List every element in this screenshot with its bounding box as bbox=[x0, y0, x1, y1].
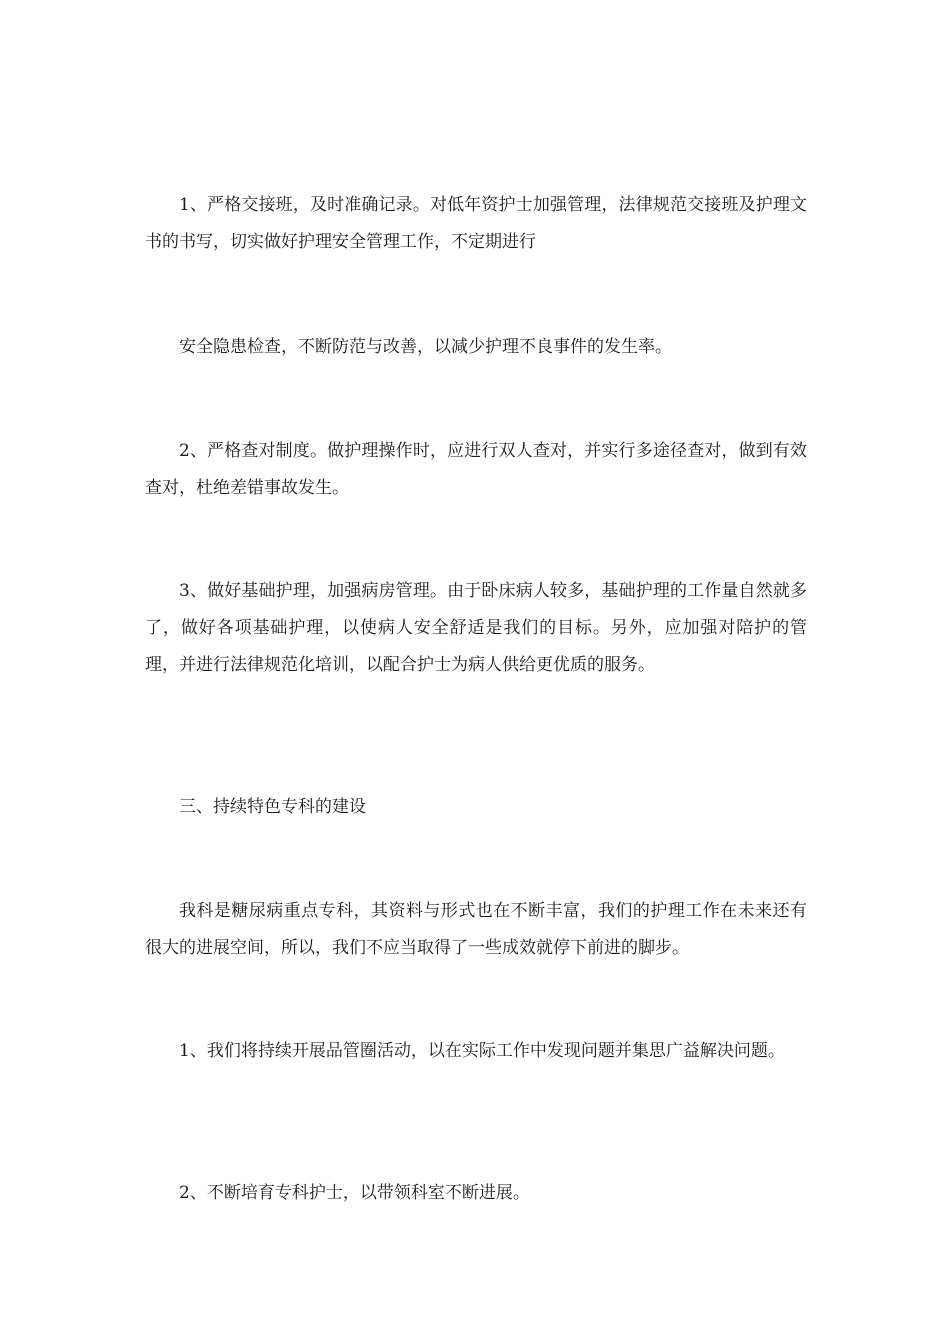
paragraph-handover: 1、严格交接班，及时准确记录。对低年资护士加强管理，法律规范交接班及护理文书的书写，切实做好护理安全管理工作，不定期进行 bbox=[145, 195, 807, 252]
paragraph-diabetes-specialty: 我科是糖尿病重点专科，其资料与形式也在不断丰富，我们的护理工作在未来还有很大的进展空间，所以，我们不应当取得了一些成效就停下前进的脚步。 bbox=[145, 901, 807, 958]
paragraph-verification: 2、严格查对制度。做护理操作时，应进行双人查对，并实行多途径查对，做到有效查对，杜绝差错事故发生。 bbox=[145, 441, 807, 498]
paragraph-basic-care: 3、做好基础护理，加强病房管理。由于卧床病人较多，基础护理的工作量自然就多了，做好各项基础护理，以使病人安全舒适是我们的目标。另外，应加强对陪护的管理，并进行法律规范化培训，以配合护士为病人供给更优质的服务。 bbox=[145, 581, 807, 675]
paragraph-safety-check: 安全隐患检查，不断防范与改善，以减少护理不良事件的发生率。 bbox=[179, 337, 672, 357]
paragraph-quality-circle: 1、我们将持续开展品管圈活动，以在实际工作中发现问题并集思广益解决问题。 bbox=[179, 1041, 785, 1061]
paragraph-specialist-nurses: 2、不断培育专科护士，以带领科室不断进展。 bbox=[179, 1183, 530, 1203]
section-heading-specialty: 三、持续特色专科的建设 bbox=[179, 797, 366, 817]
